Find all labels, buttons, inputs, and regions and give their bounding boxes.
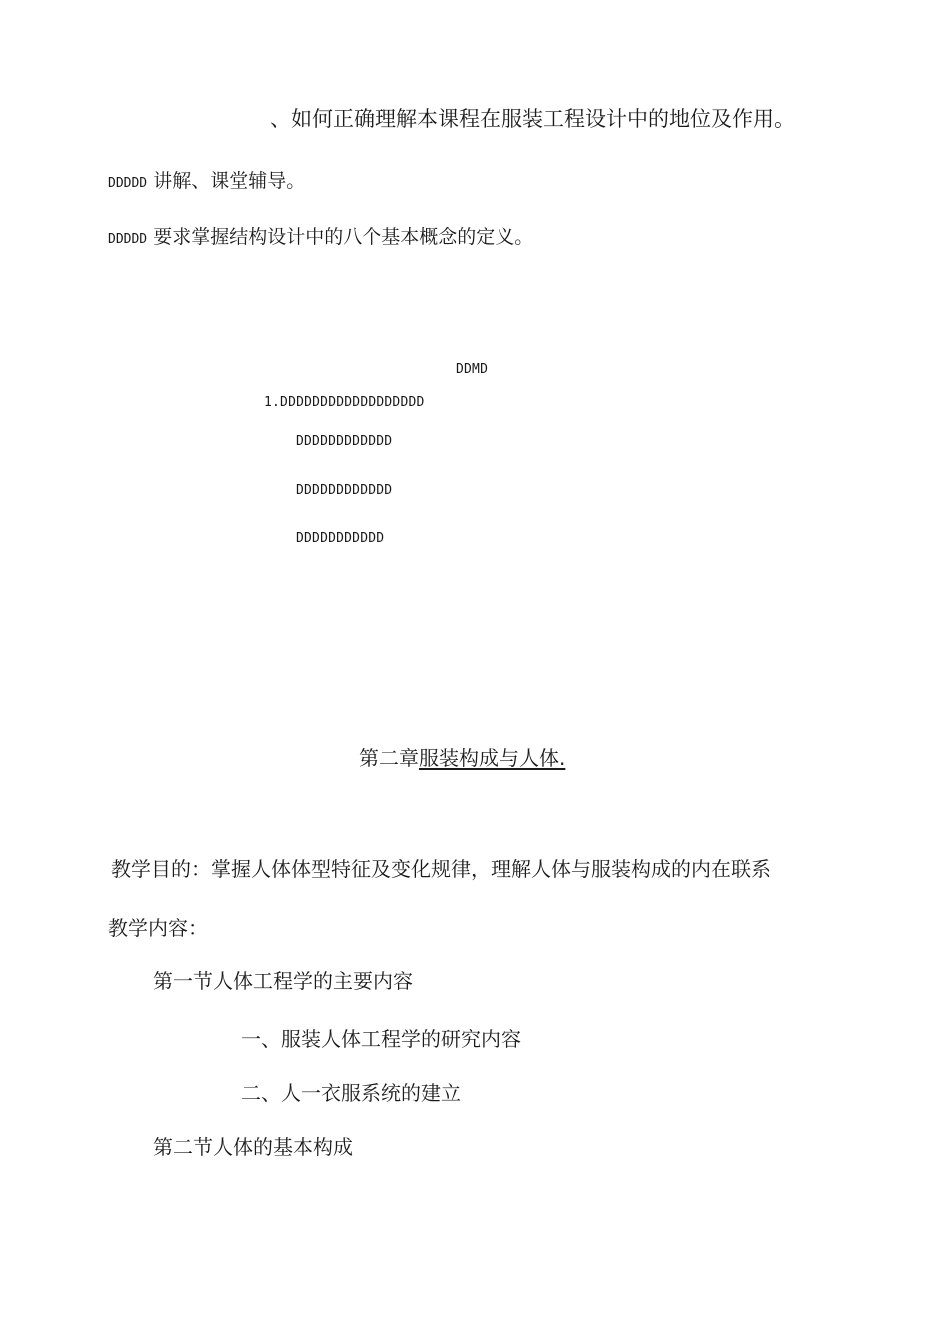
garbled-item-1: 1.DDDDDDDDDDDDDDDDDD (264, 395, 425, 410)
text-line-requirement (108, 228, 533, 247)
garbled-heading: DDMD (456, 362, 489, 377)
section-2-title: 第二节人体的基本构成 (153, 1135, 353, 1159)
chapter-name: 服装构成与人体. (419, 746, 566, 770)
garbled-item-4: DDDDDDDDDDD (296, 531, 385, 546)
section-1-item-1: 一、服装人体工程学的研究内容 (241, 1027, 521, 1051)
garbled-prefix: DDDDD (108, 176, 148, 191)
section-1-item-2: 二、人一衣服系统的建立 (241, 1081, 461, 1105)
teaching-content-label: 教学内容： (108, 916, 208, 940)
chapter-title (359, 748, 565, 768)
garbled-item-2: DDDDDDDDDDDD (296, 434, 393, 449)
teaching-objective: 教学目的：掌握人体体型特征及变化规律，理解人体与服装构成的内在联系 (111, 857, 771, 881)
garbled-item-3: DDDDDDDDDDDD (296, 483, 393, 498)
section-1-title: 第一节人体工程学的主要内容 (153, 969, 413, 993)
requirement-text: 要求掌握结构设计中的八个基本概念的定义。 (153, 226, 534, 248)
text-line-teaching-method (108, 172, 305, 191)
garbled-prefix: DDDDD (108, 232, 148, 247)
text-line-course-role: 、如何正确理解本课程在服装工程设计中的地位及作用。 (270, 107, 795, 131)
teaching-method-text: 讲解、课堂辅导。 (153, 170, 306, 192)
chapter-prefix: 第二章 (359, 746, 419, 770)
